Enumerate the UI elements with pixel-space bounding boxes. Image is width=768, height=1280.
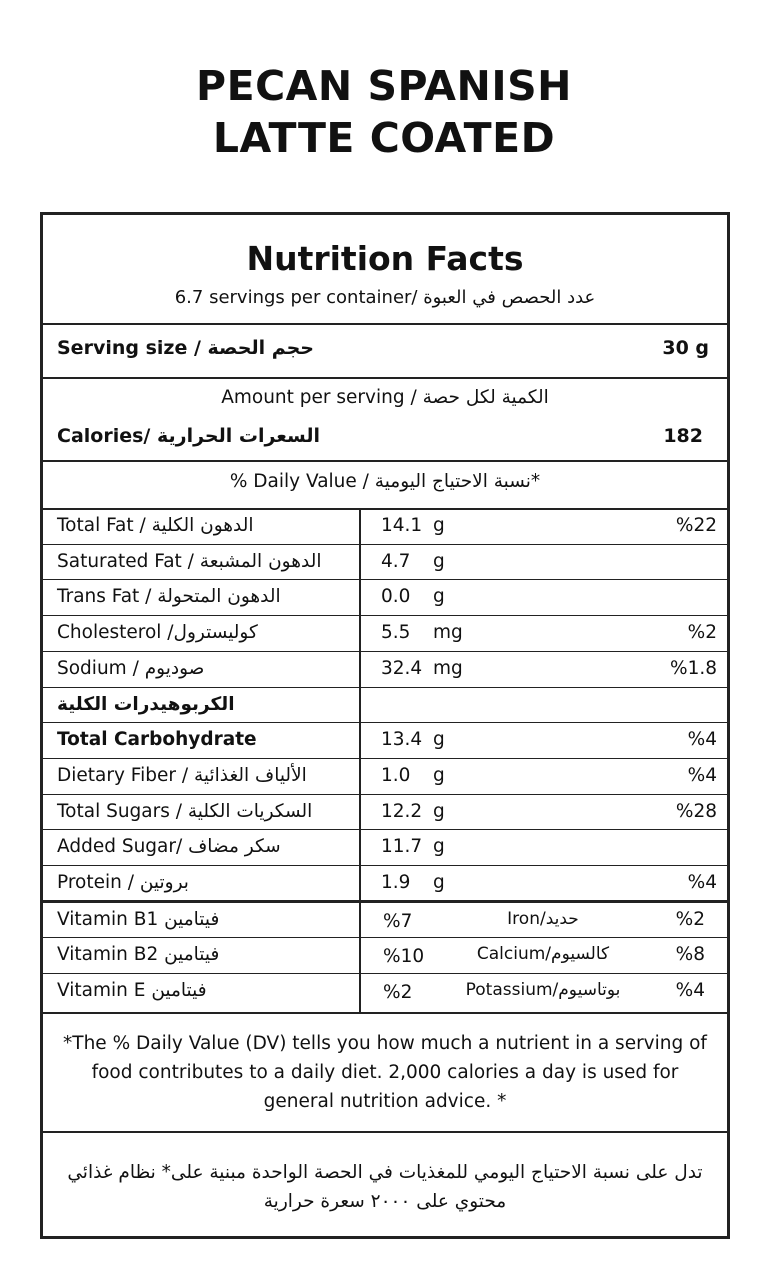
vitamin-daily-value: %7 bbox=[383, 910, 413, 932]
serving-size-label: Serving size / حجم الحصة bbox=[57, 337, 315, 359]
divider bbox=[43, 323, 727, 325]
daily-value-header: % Daily Value / نسبة الاحتياج اليومية* bbox=[229, 471, 541, 492]
row-divider bbox=[43, 687, 727, 688]
nutrient-unit: g bbox=[433, 800, 445, 822]
nutrient-amount: 1.0 bbox=[381, 764, 411, 786]
mineral-daily-value: %4 bbox=[675, 979, 705, 1001]
nutrition-facts-panel bbox=[40, 212, 730, 1239]
nutrient-unit: g bbox=[433, 836, 445, 858]
calories-label: Calories/ السعرات الحرارية bbox=[57, 425, 320, 447]
divider bbox=[43, 377, 727, 379]
nutrient-amount: 12.2 bbox=[381, 800, 423, 822]
row-divider bbox=[43, 579, 727, 580]
nutrient-unit: g bbox=[433, 515, 445, 536]
section-divider bbox=[43, 900, 727, 903]
vitamin-daily-value: %2 bbox=[383, 981, 413, 1003]
nutrient-label: Total Sugars / السكريات الكلية bbox=[57, 800, 313, 822]
calories-value: 182 bbox=[663, 425, 703, 447]
nutrient-amount: 14.1 bbox=[381, 515, 423, 536]
product-title-line2: LATTE COATED bbox=[212, 114, 556, 162]
nutrient-amount: 0.0 bbox=[381, 586, 411, 608]
nutrient-daily-value: %4 bbox=[687, 872, 717, 893]
footnote-arabic: تدل على نسبة الاحتياج اليومي للمغذيات في الحصة الواحدة مبنية على* نظام غذائي محتوي على ٢٠٠٠ سعرة حرارية bbox=[67, 1162, 703, 1212]
nutrient-label: Trans Fat / الدهون المتحولة bbox=[57, 586, 281, 608]
nutrient-unit: g bbox=[433, 764, 445, 786]
serving-size-value: 30 g bbox=[662, 337, 709, 359]
vitamin-daily-value: %10 bbox=[383, 946, 425, 968]
nutrient-label: Saturated Fat / الدهون المشبعة bbox=[57, 550, 322, 572]
divider bbox=[43, 1131, 727, 1133]
row-divider bbox=[43, 829, 727, 830]
nutrient-daily-value: %4 bbox=[687, 729, 717, 751]
column-divider bbox=[359, 508, 361, 1013]
row-divider bbox=[43, 973, 727, 974]
nutrient-amount: 4.7 bbox=[381, 550, 411, 572]
divider bbox=[43, 1012, 727, 1014]
row-divider bbox=[43, 758, 727, 759]
nutrient-daily-value: %28 bbox=[675, 800, 717, 822]
nutrient-daily-value: %4 bbox=[687, 764, 717, 786]
nutrient-label: Protein / بروتين bbox=[57, 872, 189, 893]
mineral-daily-value: %2 bbox=[675, 908, 705, 930]
mineral-label: Calcium/كالسيوم bbox=[476, 944, 610, 965]
nutrient-label: الكربوهيدرات الكلية bbox=[57, 693, 235, 715]
row-divider bbox=[43, 937, 727, 938]
nutrient-label: Dietary Fiber / الألياف الغذائية bbox=[57, 764, 307, 786]
nutrient-daily-value: %22 bbox=[675, 515, 717, 536]
nutrient-unit: g bbox=[433, 872, 445, 893]
nutrient-amount: 13.4 bbox=[381, 729, 423, 751]
row-divider bbox=[43, 794, 727, 795]
nutrient-amount: 32.4 bbox=[381, 657, 423, 679]
nutrient-unit: g bbox=[433, 729, 445, 751]
nutrient-daily-value: %1.8 bbox=[670, 657, 717, 679]
nutrient-label: Added Sugar/ سكر مضاف bbox=[57, 836, 281, 858]
mineral-label: Potassium/بوتاسيوم bbox=[465, 979, 621, 1000]
nutrient-label: Cholesterol /كوليسترول bbox=[57, 622, 258, 644]
nutrition-facts-heading: Nutrition Facts bbox=[246, 239, 524, 278]
servings-per-container: 6.7 servings per container/ عدد الحصص في العبوة bbox=[174, 287, 596, 308]
row-divider bbox=[43, 651, 727, 652]
product-title-line1: PECAN SPANISH bbox=[196, 62, 572, 110]
footnote-english: *The % Daily Value (DV) tells you how much a nutrient in a serving of food contributes to a daily diet. 2,000 calories a day is used for general nutrition advice. * bbox=[63, 1033, 707, 1112]
amount-per-serving: Amount per serving / الكمية لكل حصة bbox=[221, 387, 549, 408]
row-divider bbox=[43, 722, 727, 723]
nutrient-daily-value: %2 bbox=[687, 622, 717, 644]
divider bbox=[43, 460, 727, 462]
nutrient-unit: mg bbox=[433, 622, 463, 644]
nutrient-amount: 11.7 bbox=[381, 836, 423, 858]
nutrient-label: Total Fat / الدهون الكلية bbox=[57, 515, 254, 536]
divider bbox=[43, 508, 727, 510]
vitamin-label: Vitamin E فيتامين bbox=[57, 979, 207, 1001]
product-title bbox=[0, 60, 768, 164]
nutrient-amount: 5.5 bbox=[381, 622, 411, 644]
nutrient-unit: g bbox=[433, 586, 445, 608]
row-divider bbox=[43, 544, 727, 545]
mineral-daily-value: %8 bbox=[675, 944, 705, 966]
nutrient-unit: g bbox=[433, 550, 445, 572]
nutrient-amount: 1.9 bbox=[381, 872, 411, 893]
nutrient-label: Total Carbohydrate bbox=[57, 729, 257, 751]
vitamin-label: Vitamin B2 فيتامين bbox=[57, 944, 220, 966]
mineral-label: Iron/حديد bbox=[507, 908, 579, 929]
row-divider bbox=[43, 615, 727, 616]
nutrient-label: Sodium / صوديوم bbox=[57, 657, 205, 679]
row-divider bbox=[43, 865, 727, 866]
nutrient-unit: mg bbox=[433, 657, 463, 679]
vitamin-label: Vitamin B1 فيتامين bbox=[57, 908, 220, 930]
